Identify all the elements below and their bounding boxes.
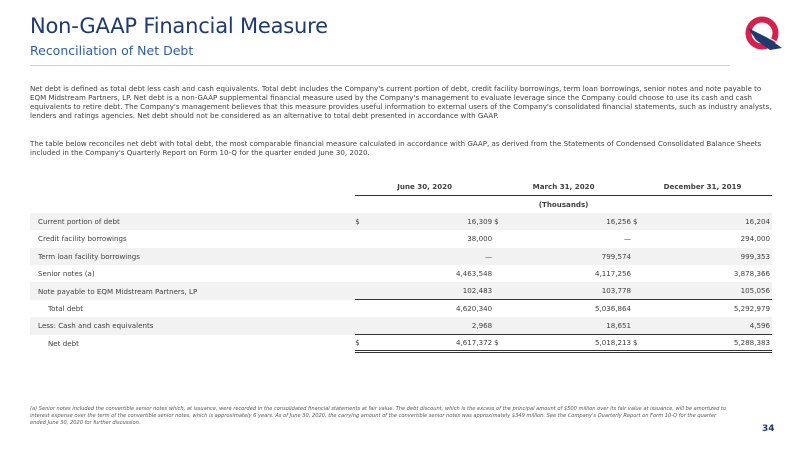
row-label: Current portion of debt (30, 213, 355, 230)
cell-value: 4,617,372 (376, 335, 494, 352)
row-label: Credit facility borrowings (38, 234, 127, 244)
cell-value: 5,018,213 (515, 335, 633, 352)
page-title: Non-GAAP Financial Measure (30, 14, 328, 38)
cell-value: 5,292,979 (733, 304, 770, 314)
currency-symbol: $ (633, 335, 654, 352)
cell-value: 4,596 (654, 317, 772, 334)
table-row (30, 282, 772, 299)
footnote: (a) Senior notes included the convertible senior notes which, at issuance, were recorded in the consolidated financial statements at fair value. The debt discount, which is the excess of the principal amount of $500 million over its fair value at issuance, will be amortized to interest expense over the term of the convertible senior notes, which is approximately 6 years. As of June 30, 2020, the carrying amount of the convertible senior notes was approximately $349 million. See the Company's Quarterly Report on Form 10-Q for the quarter ended June 30, 2020 for further discussion. (30, 406, 727, 427)
cell-value: 5,288,383 (654, 335, 772, 352)
cell-value: 294,000 (740, 234, 770, 244)
row-label: Note payable to EQM Midstream Partners, LP (30, 282, 355, 299)
table-header-row (30, 178, 772, 195)
page-subtitle: Reconciliation of Net Debt (30, 43, 194, 58)
currency-symbol: $ (494, 213, 515, 230)
cell-value: 103,778 (515, 282, 633, 299)
cell-value: 5,036,864 (594, 304, 632, 314)
header-divider (30, 65, 730, 66)
cell-value: 16,204 (654, 213, 772, 230)
cell-value: 102,483 (376, 282, 494, 299)
cell-value: 16,309 (376, 213, 494, 230)
cell-value: 2,968 (376, 317, 494, 334)
currency-symbol: $ (494, 335, 515, 352)
currency-symbol: $ (355, 213, 376, 230)
net-debt-table (30, 178, 772, 353)
column-header: March 31, 2020 (494, 178, 633, 195)
table-row (30, 230, 772, 247)
cell-value: 38,000 (467, 234, 493, 244)
table-row (30, 317, 772, 334)
cell-value: 18,651 (515, 317, 633, 334)
column-header: December 31, 2019 (633, 178, 772, 195)
cell-value: 4,117,256 (594, 269, 632, 279)
currency-symbol: $ (633, 213, 654, 230)
table-row-net-debt (30, 335, 772, 352)
cell-value: 16,256 (515, 213, 633, 230)
units-row (30, 195, 772, 212)
cell-value: — (623, 234, 632, 244)
row-label: Senior notes (a) (38, 269, 95, 279)
eqt-logo-icon (742, 14, 786, 54)
units-label: (Thousands) (538, 199, 589, 209)
cell-value: 3,878,366 (733, 269, 770, 279)
intro-paragraph: Net debt is defined as total debt less cash and cash equivalents. Total debt includes the Company's current portion of debt, credit facility borrowings, term loan borrowings, senior notes and note payable to EQM Midstream Partners, LP. Net debt is a non-GAAP supplemental financial measure used by the Company's management to evaluate leverage since the Company could choose to use its cash and cash equivalents to retire debt. The Company's management believes that this measure provides useful information to external users of the Company's consolidated financial statements, such as industry analysts, lenders and ratings agencies. Net debt should not be considered as an alternative to total debt presented in accordance with GAAP. (30, 84, 772, 121)
table-row (30, 248, 772, 265)
cell-value: 799,574 (515, 248, 633, 265)
cell-value: 105,056 (654, 282, 772, 299)
cell-value: 4,620,340 (456, 304, 493, 314)
currency-symbol: $ (355, 335, 376, 352)
row-label: Total debt (48, 303, 83, 313)
row-label: Less: Cash and cash equivalents (30, 317, 355, 334)
page-number: 34 (762, 424, 775, 434)
reconciliation-paragraph: The table below reconciles net debt with total debt, the most comparable financial measure calculated in accordance with GAAP, as derived from the Statements of Condensed Consolidated Balance Sheets included in the Company's Quarterly Report on Form 10-Q for the quarter ended June 30, 2020. (30, 139, 762, 158)
cell-value: 999,353 (654, 248, 772, 265)
cell-value: 4,463,548 (456, 269, 493, 279)
table-row-total (30, 300, 772, 317)
cell-value: — (376, 248, 494, 265)
column-header: June 30, 2020 (355, 178, 494, 195)
row-label: Net debt (48, 338, 79, 348)
row-label: Term loan facility borrowings (30, 248, 355, 265)
table-row (30, 213, 772, 230)
table-row (30, 265, 772, 282)
